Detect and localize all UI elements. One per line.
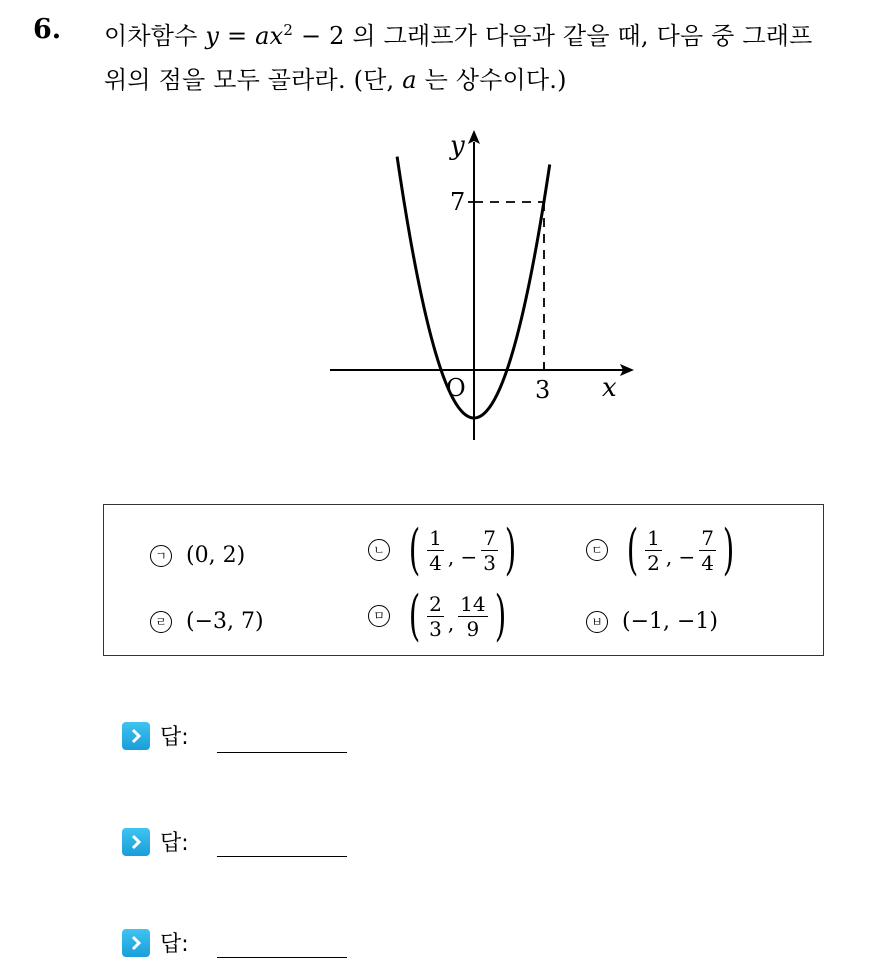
answer-label-2: 답:	[160, 831, 189, 856]
option-1-mark: ㄱ	[150, 545, 172, 567]
option-5-n2: 14	[460, 591, 486, 616]
option-2-sep: , −	[447, 545, 478, 569]
option-6-text: (−1, −1)	[622, 609, 719, 634]
question-line-2	[104, 60, 567, 95]
option-2-open: (	[408, 518, 421, 581]
option-5-open: (	[408, 584, 421, 647]
parabola-graph	[322, 122, 642, 442]
chevron-right-icon	[122, 828, 150, 856]
option-2	[368, 518, 521, 581]
eq-ax: ax	[255, 22, 284, 50]
option-6	[586, 609, 718, 634]
tick-label-7: 7	[450, 188, 466, 216]
answer-row-2	[122, 826, 189, 857]
eq-sup: 2	[283, 21, 294, 39]
answer-blank-2[interactable]	[217, 856, 347, 857]
answer-blank-3[interactable]	[217, 957, 347, 958]
option-5-close: )	[494, 584, 506, 647]
option-3	[586, 518, 739, 581]
answer-label-3: 답:	[160, 932, 189, 957]
option-3-sep: , −	[665, 545, 696, 569]
option-5-n1: 2	[429, 591, 442, 616]
question-text-2a: 위의 점을 모두 골라라. (단,	[104, 66, 403, 94]
option-3-d2: 4	[701, 550, 715, 575]
question-text-2b: 는 상수이다.)	[416, 66, 567, 94]
option-3-mark: ㄷ	[586, 539, 608, 561]
option-3-open: (	[626, 518, 639, 581]
origin-label: O	[446, 374, 466, 402]
answer-label-1: 답:	[160, 725, 189, 750]
option-6-mark: ㅂ	[586, 611, 608, 633]
option-3-n2: 7	[701, 525, 715, 550]
option-5-d1: 3	[429, 616, 442, 641]
option-2-frac-1	[427, 526, 444, 575]
question-line-1	[104, 16, 813, 51]
option-2-d1: 4	[429, 550, 442, 575]
x-axis-label: x	[602, 373, 617, 403]
tick-label-3: 3	[535, 376, 551, 404]
option-3-d1: 2	[647, 550, 660, 575]
option-3-n1: 1	[647, 525, 660, 550]
option-5-d2: 9	[466, 616, 480, 641]
answer-row-1	[122, 720, 189, 751]
option-4-mark: ㄹ	[150, 611, 172, 633]
eq-y: y	[205, 22, 220, 50]
y-axis-label: y	[450, 131, 465, 161]
answer-row-3	[122, 927, 189, 958]
option-2-close: )	[504, 518, 517, 581]
option-2-n1: 1	[429, 525, 442, 550]
option-3-frac-1	[645, 526, 662, 575]
eq-eq: =	[219, 22, 256, 50]
option-5-frac-1	[427, 592, 444, 641]
option-2-frac-2	[481, 526, 498, 575]
chevron-right-icon	[122, 929, 150, 957]
option-1	[150, 543, 245, 568]
option-2-n2: 7	[483, 525, 497, 550]
options-box	[103, 504, 824, 656]
var-a: a	[402, 66, 417, 94]
option-2-mark: ㄴ	[368, 539, 390, 561]
question-text-1b: 의 그래프가 다음과 같을 때, 다음 중 그래프	[344, 22, 813, 50]
option-4	[150, 609, 264, 634]
option-3-close: )	[722, 518, 735, 581]
option-2-d2: 3	[483, 550, 497, 575]
option-5-frac-2	[458, 592, 487, 641]
option-4-text: (−3, 7)	[186, 609, 264, 634]
option-1-text: (0, 2)	[186, 543, 246, 568]
eq-rest: − 2	[293, 22, 345, 50]
question-text-1a: 이차함수	[104, 22, 206, 50]
chevron-right-icon	[122, 722, 150, 750]
question-number: 6.	[33, 14, 62, 45]
option-3-frac-2	[699, 526, 716, 575]
option-5-mark: ㅁ	[368, 605, 390, 627]
y-axis-arrow	[468, 130, 480, 144]
answer-blank-1[interactable]	[217, 752, 347, 753]
option-5	[368, 584, 511, 647]
option-5-sep: ,	[447, 611, 455, 635]
